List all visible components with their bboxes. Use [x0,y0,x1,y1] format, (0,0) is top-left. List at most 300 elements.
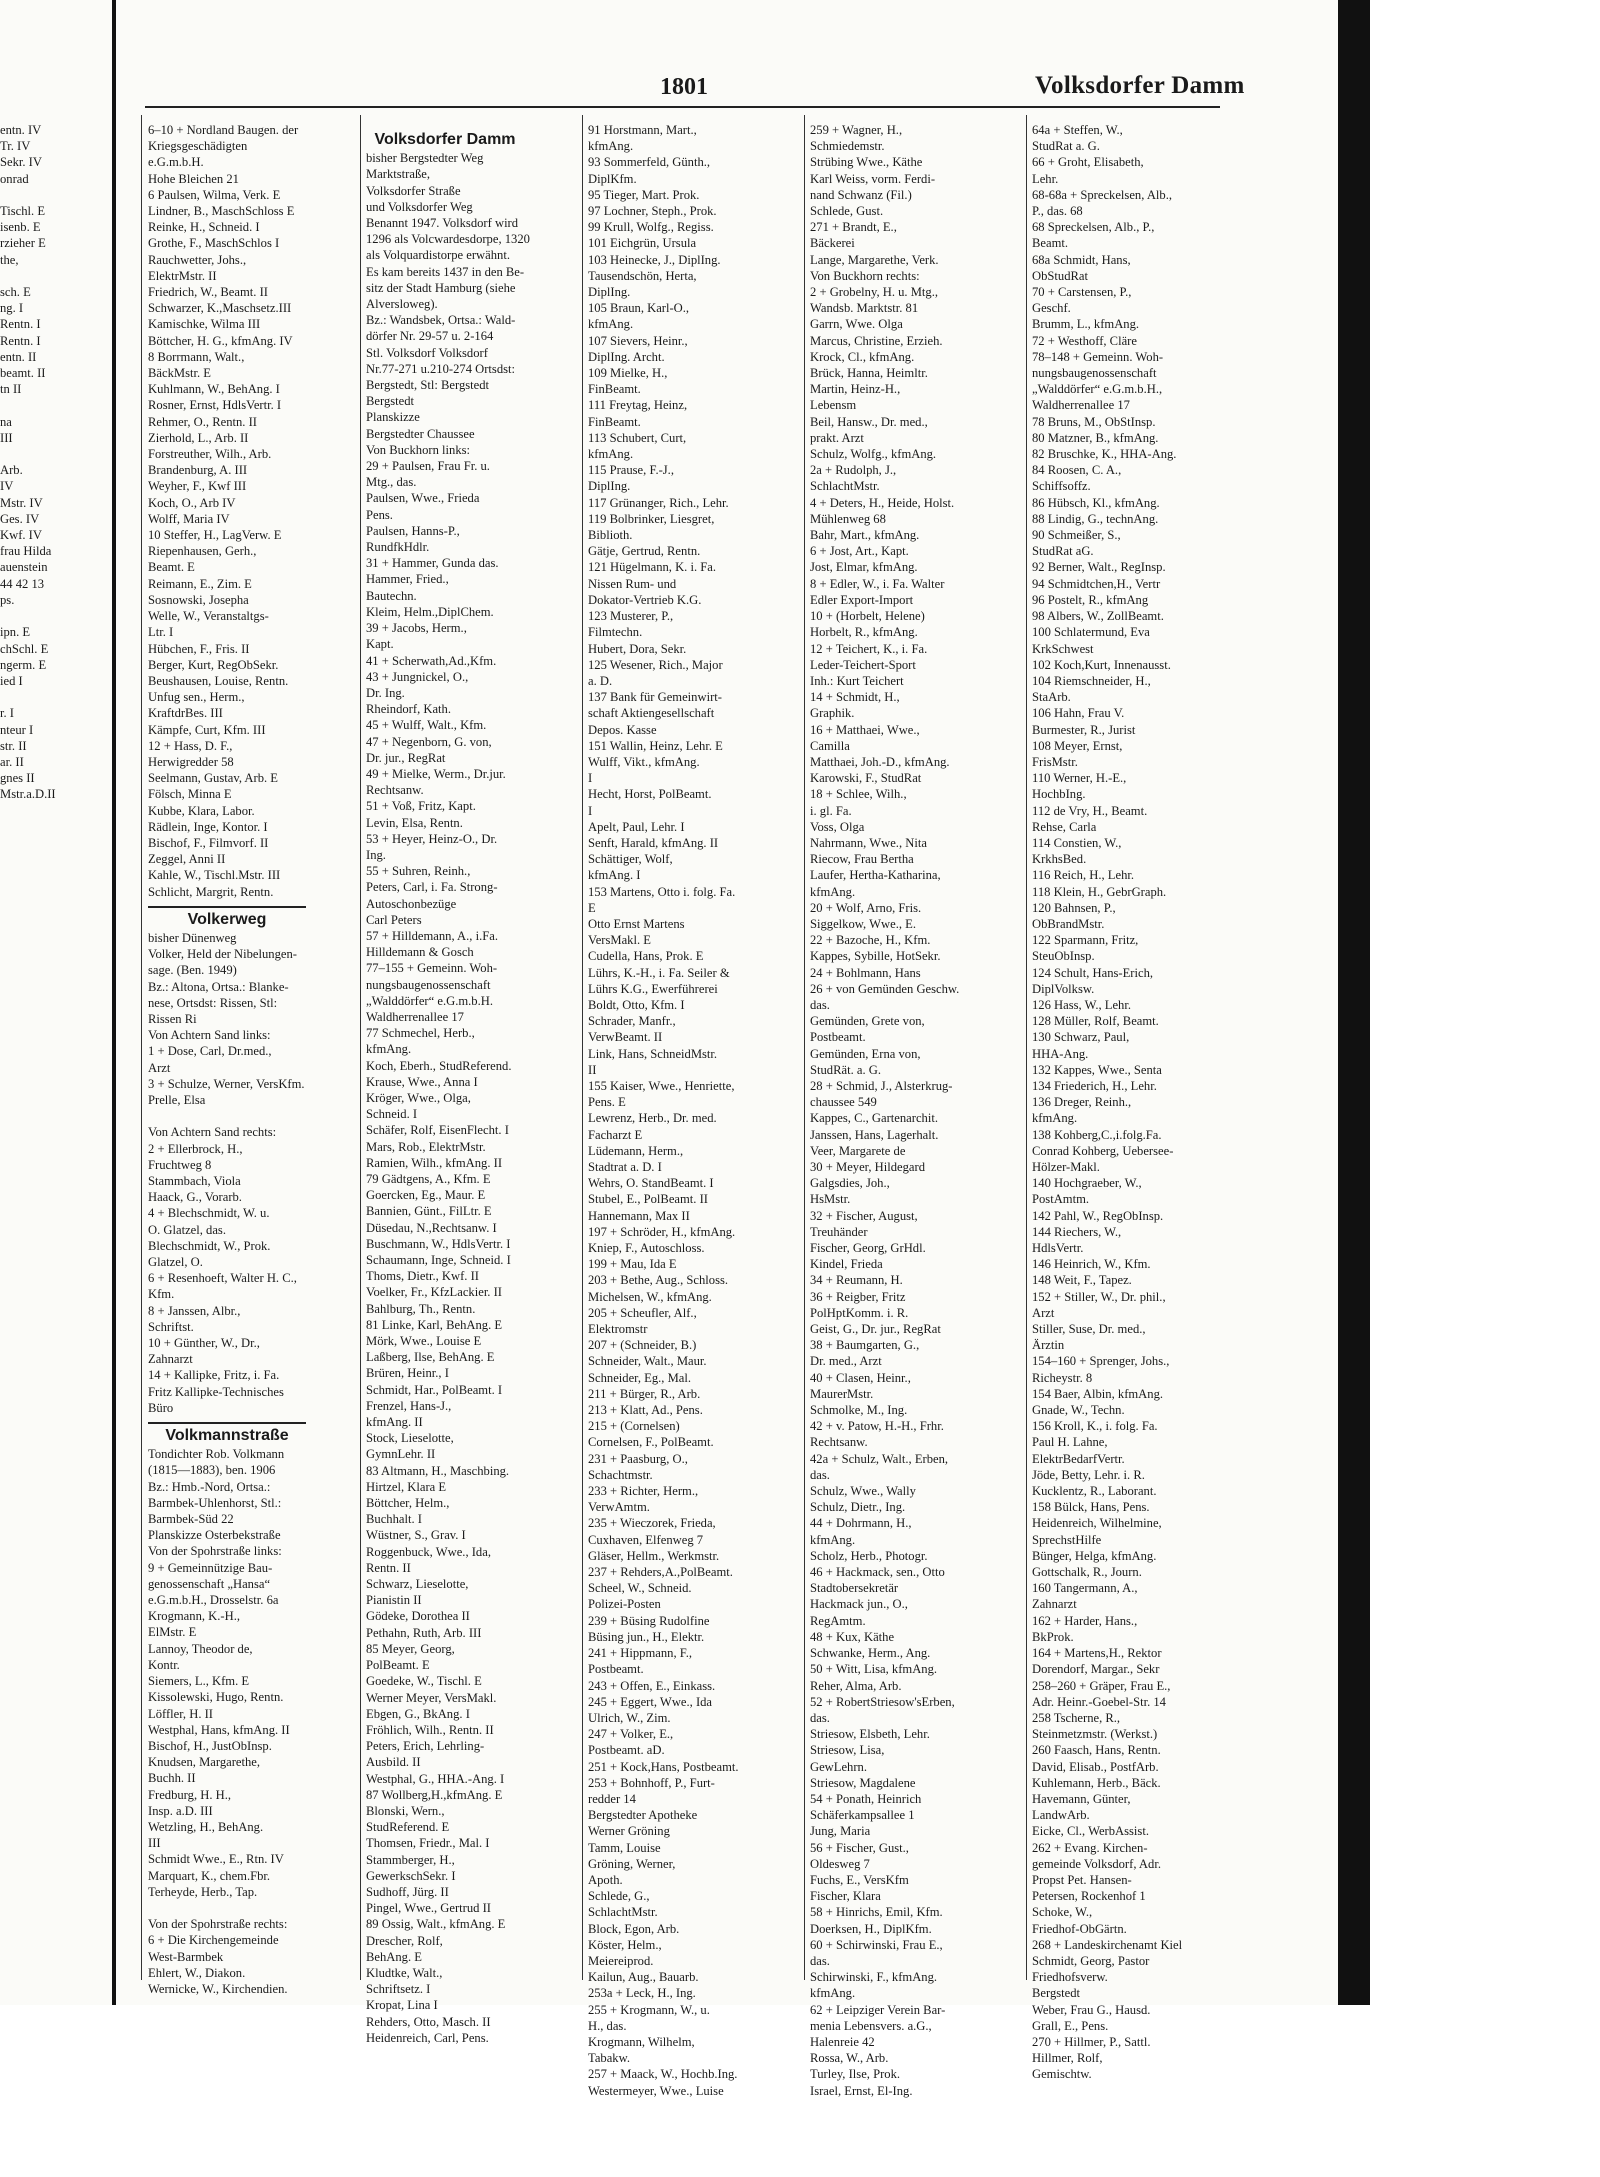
directory-entry-line [148,1108,306,1124]
directory-entry-line: Beamt. [1032,236,1069,251]
directory-entry-line: Veer, Margarete de [810,1143,906,1158]
directory-entry-line: Rädlein, Inge, Kontor. I [148,819,268,834]
directory-entry-line: 96 Postelt, R., kfmAng [1032,592,1149,607]
directory-entry-line: Kontr. [148,1657,180,1672]
directory-entry-line: Schlicht, Margrit, Rentn. [148,884,274,899]
directory-entry-line: 39 + Jacobs, Herm., [366,621,467,636]
directory-entry-line: Hammer, Fried., [366,572,449,587]
directory-entry-line: Hubert, Dora, Sekr. [588,641,687,656]
directory-entry-line: Werner Meyer, VersMakl. [366,1690,497,1705]
directory-entry-line: Turley, Ilse, Prok. [810,2067,901,2082]
directory-entry-line: Kappes, C., Gartenarchit. [810,1111,938,1126]
directory-entry-line: 105 Braun, Karl-O., [588,301,690,316]
directory-entry-line: Schachtmstr. [588,1467,653,1482]
directory-entry-line: Schmolke, M., Ing. [810,1403,908,1418]
directory-entry-line: 162 + Harder, Hans., [1032,1613,1138,1628]
directory-entry-line: Volker, Held der Nibelungen- [148,947,297,962]
directory-entry-line: Eicke, Cl., WerbAssist. [1032,1824,1149,1839]
directory-entry-line: Schoke, W., [1032,1905,1093,1920]
directory-entry-line: HochbIng. [1032,787,1086,802]
directory-entry-line: Paul H. Lahne, [1032,1435,1108,1450]
directory-entry-line: E [588,900,596,915]
directory-entry-line: 66 + Groht, Elisabeth, [1032,155,1144,170]
directory-entry-line: Pens. E [588,1095,626,1110]
scan-edge [1338,0,1370,2005]
directory-entry-line: Geist, G., Dr. jur., RegRat [810,1322,941,1337]
directory-entry-line: Bergstedt [1032,1986,1081,2001]
directory-entry-line: Brumm, L., kfmAng. [1032,317,1140,332]
directory-entry-line: 213 + Klatt, Ad., Pens. [588,1403,703,1418]
directory-entry-line: KrkSchwest [1032,641,1094,656]
directory-entry-line: 152 + Stiller, W., Dr. phil., [1032,1289,1166,1304]
directory-entry-line: Grothe, F., MaschSchlos I [148,236,280,251]
directory-entry-line: 31 + Hammer, Gunda das. [366,556,499,571]
directory-entry-line: Roggenbuck, Wwe., Ida, [366,1544,491,1559]
street-heading-volkmannstrasse: Volkmannstraße [148,1422,306,1444]
directory-entry-line: 60 + Schirwinski, Frau E., [810,1937,943,1952]
directory-entry-line: Goedeke, W., Tischl. E [366,1674,482,1689]
directory-entry-line: Carl Peters [366,912,422,927]
directory-entry-line: 57 + Hilldemann, A., i.Fa. [366,928,498,943]
directory-entry-line: 148 Weit, F., Tapez. [1032,1273,1132,1288]
directory-entry-line: 77 Schmechel, Herb., [366,1026,475,1041]
directory-entry-line: Fuchs, E., VersKfm [810,1872,909,1887]
directory-entry-line: Riecow, Frau Bertha [810,852,914,867]
directory-entry-line: 259 + Wagner, H., [810,123,903,137]
directory-entry-line: PolHptKomm. i. R. [810,1305,909,1320]
directory-entry-line: 44 42 13 [0,576,45,591]
directory-entry-line: Cudella, Hans, Prok. E [588,949,704,964]
directory-entry-line: ElektrBedarfVertr. [1032,1451,1125,1466]
directory-entry-line: 85 Meyer, Georg, [366,1641,455,1656]
page-number: 1801 [660,74,708,100]
directory-entry-line: Kludtke, Walt., [366,1965,443,1980]
directory-entry-line: 123 Musterer, P., [588,609,674,624]
directory-entry-line: the, [0,252,19,267]
directory-entry-line: Bischof, H., JustObInsp. [148,1738,272,1753]
directory-entry-line: Striesow, Elsbeth, Lehr. [810,1727,930,1742]
directory-entry-line: 1 + Dose, Carl, Dr.med., [148,1044,272,1059]
directory-entry-line: Stadtobersekretär [810,1581,899,1596]
directory-entry-line: Westermeyer, Wwe., Luise [588,2083,724,2098]
directory-entry-line: auenstein [0,560,48,575]
directory-entry-line: Cuxhaven, Elfenweg 7 [588,1532,704,1547]
directory-entry-line: Fischer, Georg, GrHdl. [810,1241,926,1256]
directory-entry-line: 211 + Bürger, R., Arb. [588,1386,701,1401]
directory-entry-line: menia Lebensvers. a.G., [810,2018,932,2033]
directory-entry-line: Facharzt E [588,1127,643,1142]
directory-entry-line: Sosnowski, Josepha [148,592,249,607]
directory-entry-line: Schiffsoffz. [1032,479,1091,494]
directory-entry-line: GewerkschSekr. I [366,1868,456,1883]
directory-entry-line: Rehders, Otto, Masch. II [366,2014,491,2029]
column-2 [366,122,530,2045]
directory-entry-line: 98 Albers, W., ZollBeamt. [1032,609,1164,624]
directory-entry-line: Krogmann, Wilhelm, [588,2034,695,2049]
directory-entry-line: Schulz, Dietr., Ing. [810,1500,906,1515]
directory-entry-line: Schriftsetz. I [366,1982,431,1997]
directory-entry-line: nungsbaugenossenschaft [366,977,491,992]
directory-entry-line: Rosner, Ernst, HdlsVertr. I [148,398,282,413]
directory-entry-line: Gemünden, Grete von, [810,1014,925,1029]
directory-entry-line: Geschf. [1032,301,1071,316]
directory-entry-line: Kahle, W., Tischl.Mstr. III [148,868,281,883]
directory-entry-line: 99 Krull, Wolfg., Regiss. [588,220,714,235]
directory-entry-line: 100 Schlatermund, Eva [1032,625,1150,640]
directory-entry-line: I [588,803,593,818]
directory-entry-line: BehAng. E [366,1949,422,1964]
directory-entry-line: Fritz Kallipke-Technisches [148,1384,284,1399]
directory-entry-line: 78–148 + Gemeinn. Woh- [1032,349,1164,364]
directory-entry-line: 12 + Hass, D. F., [148,738,233,753]
directory-entry-line: Büsing jun., H., Elektr. [588,1629,705,1644]
directory-entry-line: 258 Tscherne, R., [1032,1710,1121,1725]
header-rule [145,106,1220,108]
directory-entry-line: Rehse, Carla [1032,819,1097,834]
directory-entry-line: ObBrandMstr. [1032,916,1105,931]
directory-entry-line: Seelmann, Gustav, Arb. E [148,771,278,786]
directory-entry-line: Stadtrat a. D. I [588,1160,662,1174]
directory-entry-line: 62 + Leipziger Verein Bar- [810,2002,946,2017]
directory-entry-line: 68 Spreckelsen, Alb., P., [1032,220,1155,235]
directory-entry-line: Horbelt, R., kfmAng. [810,625,918,640]
directory-entry-line: Gätje, Gertrud, Rentn. [588,544,701,559]
directory-entry-line: Friedhofsverw. [1032,1970,1108,1985]
directory-entry-line: Treuhänder [810,1224,868,1239]
directory-entry-line: Mörk, Wwe., Louise E [366,1334,482,1349]
directory-entry-line: Tabakw. [588,2051,631,2066]
directory-entry-line: Stammbach, Viola [148,1174,241,1188]
directory-entry-line: Kapt. [366,637,394,652]
directory-entry-line: Stock, Lieselotte, [366,1431,454,1446]
directory-entry-line: Nahrmann, Wwe., Nita [810,835,927,850]
directory-entry-line: Krock, Cl., kfmAng. [810,349,915,364]
directory-entry-line: Thomsen, Friedr., Mal. I [366,1836,490,1851]
directory-entry-line: Jung, Maria [810,1824,871,1839]
directory-entry-line: 32 + Fischer, August, [810,1208,918,1223]
directory-entry-line: Kamischke, Wilma III [148,317,261,332]
directory-entry-line: 253a + Leck, H., Ing. [588,1986,696,2001]
directory-entry-line: 124 Schult, Hans-Erich, [1032,965,1154,980]
directory-entry-line: 70 + Carstensen, P., [1032,285,1132,300]
directory-entry-line: Zahnarzt [148,1352,193,1367]
directory-entry-line: Reimann, E., Zim. E [148,576,252,591]
directory-entry-line: Paulsen, Hanns-P., [366,523,460,538]
directory-entry-line: Wulff, Vikt., kfmAng. [588,754,700,769]
directory-entry-line: Mstr.a.D.II [0,787,56,802]
directory-entry-line: 110 Werner, H.-E., [1032,771,1127,786]
directory-entry-line: 255 + Krogmann, W., u. [588,2002,710,2017]
directory-entry-line: 10 + (Horbelt, Helene) [810,609,925,624]
directory-entry-line: str. II [0,738,27,753]
directory-entry-line: DiplKfm. [588,171,637,186]
directory-entry-line: 53 + Heyer, Heinz-O., Dr. [366,831,498,846]
directory-entry-line: 119 Bolbrinker, Liesgret, [588,511,715,526]
directory-entry-line: 40 + Clasen, Heinr., [810,1370,911,1385]
directory-entry-line: 117 Grünanger, Rich., Lehr. [588,495,729,510]
directory-entry-line: Kröger, Wwe., Olga, [366,1090,471,1105]
directory-entry-line: VerwAmtm. [588,1500,650,1515]
directory-entry-line: Graphik. [810,706,855,721]
directory-entry-line: 58 + Hinrichs, Emil, Kfm. [810,1905,943,1920]
directory-entry-line: DiplIng. [588,479,631,494]
directory-entry-line: Inh.: Kurt Teichert [810,673,904,688]
running-head: Volksdorfer Damm [1035,72,1245,99]
directory-entry-line: Zeggel, Anni II [148,852,226,867]
directory-entry-line: Polizei-Posten [588,1597,661,1612]
directory-entry-line: Köster, Helm., [588,1937,662,1952]
directory-entry-line: 42 + v. Patow, H.-H., Frhr. [810,1419,944,1434]
directory-entry-line: II [588,1062,597,1077]
directory-entry-line: 245 + Eggert, Wwe., Ida [588,1694,713,1709]
directory-entry-line: Bannien, Günt., FilLtr. E [366,1204,492,1219]
directory-entry-line: Kissolewski, Hugo, Rentn. [148,1690,284,1705]
directory-entry-line: Planskizze Osterbekstraße [148,1528,281,1543]
directory-entry-line: Hackmack jun., O., [810,1597,908,1612]
directory-entry-line: DiplIng. Archt. [588,349,665,364]
directory-entry-line: Schwarz, Lieselotte, [366,1577,469,1592]
directory-entry-line: Tausendschön, Herta, [588,268,697,283]
directory-entry-line: GymnLehr. II [366,1447,436,1462]
directory-entry-line: 140 Hochgraeber, W., [1032,1176,1142,1191]
directory-entry-line: Böttcher, Helm., [366,1496,450,1511]
directory-entry-line: Schulz, Wwe., Wally [810,1484,916,1499]
directory-entry-line: Pens. [366,507,393,522]
directory-entry-line: ipn. E [0,625,31,640]
directory-entry-line: 10 + Günther, W., Dr., [148,1336,260,1351]
directory-entry-line: 44 + Dohrmann, H., [810,1516,912,1531]
directory-entry-line: Schneider, Eg., Mal. [588,1370,692,1385]
directory-entry-line: Matthaei, Joh.-D., kfmAng. [810,754,950,769]
directory-entry-line: Zahnarzt [1032,1597,1077,1612]
directory-entry-line: 120 Bahnsen, P., [1032,900,1116,915]
directory-entry-line: Leder-Teichert-Sport [810,657,916,672]
directory-entry-line: 18 + Schlee, Wilh., [810,787,907,802]
directory-entry-line: Brüren, Heinr., I [366,1366,449,1381]
directory-entry-line: Schrader, Manfr., [588,1014,676,1029]
directory-entry-line: 30 + Meyer, Hildegard [810,1160,926,1174]
directory-entry-line: GewLehrn. [810,1759,867,1774]
directory-entry-line: 4 + Deters, H., Heide, Holst. [810,495,955,510]
directory-entry-line: Martin, Heinz-H., [810,382,901,397]
directory-entry-line: ied I [0,673,23,688]
directory-entry-line: Tamm, Louise [588,1840,661,1855]
directory-entry-line: 262 + Evang. Kirchen- [1032,1840,1148,1855]
directory-entry-line: 247 + Volker, E., [588,1727,674,1742]
directory-entry-line: tn II [0,382,22,397]
directory-entry-line: Forstreuther, Wilh., Arb. [148,447,272,462]
directory-entry-line: Wolff, Maria IV [148,511,230,526]
directory-entry-line: 80 Matzner, B., kfmAng. [1032,430,1159,445]
directory-entry-line: Westphal, Hans, kfmAng. II [148,1722,290,1737]
directory-entry-line: 108 Meyer, Ernst, [1032,738,1123,753]
directory-entry-line: kfmAng. [366,1042,412,1057]
directory-entry-line: BkProk. [1032,1629,1074,1644]
directory-entry-line: Tischl. E [0,204,46,219]
directory-entry-line: 268 + Landeskirchenamt Kiel [1032,1937,1183,1952]
directory-entry-line: Frenzel, Hans-J., [366,1398,452,1413]
directory-entry-line: Lührs, K.-H., i. Fa. Seiler & [588,965,730,980]
directory-entry-line: Dorendorf, Margar., Sekr [1032,1662,1160,1677]
directory-entry-line: Fölsch, Minna E [148,787,232,802]
directory-entry-line: Knudsen, Margarethe, [148,1755,261,1770]
directory-entry-line: 38 + Baumgarten, G., [810,1338,920,1353]
directory-entry-line: nungsbaugenossenschaft [1032,366,1157,381]
directory-entry-line: Rechtsanw. [810,1435,868,1450]
directory-entry-line: Planskizze [366,410,420,425]
directory-entry-line: na [0,414,12,429]
directory-entry-line: Postbeamt. aD. [588,1743,665,1758]
directory-entry-line: Israel, Ernst, El-Ing. [810,2083,913,2098]
directory-entry-line: genossenschaft „Hansa“ [148,1576,271,1591]
directory-entry-line: Bz.: Hmb.-Nord, Ortsa.: [148,1479,271,1494]
directory-entry-line: Janssen, Hans, Lagerhalt. [810,1127,939,1142]
directory-entry-line: Weber, Frau G., Hausd. [1032,2002,1151,2017]
directory-entry-line: Wüstner, S., Grav. I [366,1528,466,1543]
directory-entry-line: das. [810,1953,830,1968]
directory-entry-line: Arb. [0,463,23,478]
directory-entry-line: Stammberger, H., [366,1852,455,1867]
directory-entry-line: Schirwinski, F., kfmAng. [810,1970,938,1985]
directory-entry-line: 91 Horstmann, Mart., [588,123,697,137]
directory-entry-line: das. [810,1710,830,1725]
directory-entry-line: Block, Egon, Arb. [588,1921,680,1936]
directory-entry-line: David, Elisab., PostfArb. [1032,1759,1159,1774]
directory-entry-line: Rauchwetter, Johs., [148,252,247,267]
directory-entry-line: 158 Bülck, Hans, Pens. [1032,1500,1150,1515]
directory-entry-line: 107 Sievers, Heinr., [588,333,688,348]
directory-entry-line: Nr.77-271 u.210-274 Ortsdst: [366,361,516,376]
directory-entry-line: Laufer, Hertha-Katharina, [810,868,941,883]
directory-entry-line [0,446,108,462]
directory-entry-line: Michelsen, W., kfmAng. [588,1289,712,1304]
directory-entry-line: Marquart, K., chem.Fbr. [148,1868,271,1883]
street-heading-volkerweg: Volkerweg [148,906,306,928]
directory-entry-line: Petersen, Rockenhof 1 [1032,1889,1146,1904]
directory-entry-line: Peters, Erich, Lehrling- [366,1739,485,1754]
directory-entry-line: Garrn, Wwe. Olga [810,317,903,332]
directory-entry-line: schaft Aktiengesellschaft [588,706,715,721]
directory-entry-line: 84 Roosen, C. A., [1032,463,1122,478]
directory-entry-line: 50 + Witt, Lisa, kfmAng. [810,1662,938,1677]
directory-entry-line: Prelle, Elsa [148,1092,206,1107]
directory-entry-line: Ulrich, W., Zim. [588,1710,671,1725]
column-divider [360,115,361,1980]
directory-entry-line: StudRat a. G. [1032,139,1100,154]
directory-entry-line: Von Achtern Sand links: [148,1028,271,1043]
directory-entry-line: Strübing Wwe., Käthe [810,155,923,170]
directory-entry-line: KraftdrBes. III [148,706,223,721]
directory-entry-line: 151 Wallin, Heinz, Lehr. E [588,738,723,753]
directory-entry-line: 205 + Scheufler, Alf., [588,1305,697,1320]
directory-entry-line: Schättiger, Wolf, [588,852,673,867]
directory-entry-line: Gläser, Hellm., Werkmstr. [588,1548,720,1563]
directory-entry-line: 9 + Gemeinnützige Bau- [148,1560,273,1575]
directory-entry-line: 106 Hahn, Frau V. [1032,706,1125,721]
directory-entry-line: Scholz, Herb., Photogr. [810,1548,928,1563]
directory-entry-line: Hölzer-Makl. [1032,1160,1100,1174]
directory-entry-line: Hilldemann & Gosch [366,945,474,960]
directory-entry-line: StudRät. a. G. [810,1062,882,1077]
directory-entry-line: Cornelsen, F., PolBeamt. [588,1435,714,1450]
directory-entry-line: ng. I [0,301,24,316]
directory-entry-line: 22 + Bazoche, H., Kfm. [810,933,931,948]
directory-entry-line: Ges. IV [0,511,40,526]
directory-entry-line: Unfug sen., Herm., [148,690,245,705]
directory-entry-line: 97 Lochner, Steph., Prok. [588,204,717,219]
directory-entry-line: Bautechn. [366,588,417,603]
directory-entry-line: FinBeamt. [588,414,641,429]
directory-entry-line: 45 + Wulff, Walt., Kfm. [366,718,487,733]
directory-entry-line: Buchhalt. I [366,1512,422,1527]
column-5 [1032,122,1190,2082]
directory-entry-line: 134 Friederich, H., Lehr. [1032,1078,1157,1093]
directory-entry-line: sitz der Stadt Hamburg (siehe [366,280,516,295]
directory-entry-line: Pianistin II [366,1593,422,1608]
directory-entry-line: Levin, Elsa, Rentn. [366,815,463,830]
directory-entry-line: Hecht, Horst, PolBeamt. [588,787,712,802]
directory-entry-line: 94 Schmidtchen,H., Vertr [1032,576,1161,591]
directory-entry-line: 14 + Kallipke, Fritz, i. Fa. [148,1368,280,1383]
directory-entry-line: Ltr. I [148,625,174,640]
directory-entry-line: Von Buckhorn links: [366,442,471,457]
directory-entry-line: a. D. [588,673,613,688]
directory-entry-line: Rentn. I [0,317,41,332]
directory-entry-line: BäckMstr. E [148,366,211,381]
directory-entry-line: 153 Martens, Otto i. folg. Fa. [588,884,736,899]
directory-entry-line: Haack, G., Vorarb. [148,1190,242,1205]
directory-entry-line: 68a Schmidt, Hans, [1032,252,1131,267]
directory-entry-line: Wernicke, W., Kirchendien. [148,1981,288,1996]
directory-entry-line: Edler Export-Import [810,592,914,607]
directory-entry-line: 125 Wesener, Rich., Major [588,657,723,672]
directory-entry-line: Tr. IV [0,139,31,154]
directory-entry-line: 2 + Grobelny, H. u. Mtg., [810,285,939,300]
directory-entry-line: Lüdemann, Herm., [588,1143,684,1158]
directory-entry-line: Mstr. IV [0,495,43,510]
directory-entry-line: ngerm. E [0,657,47,672]
directory-entry-line: Buchh. II [148,1771,196,1786]
directory-entry-line: Schmidt Wwe., E., Rtn. IV [148,1852,284,1867]
directory-entry-line: Koch, Eberh., StudReferend. [366,1058,512,1073]
directory-entry-line: Von der Spohrstraße rechts: [148,1917,288,1932]
directory-entry-line: Voss, Olga [810,819,865,834]
directory-entry-line: Barmbek-Süd 22 [148,1512,234,1527]
directory-entry-line: 253 + Bohnhoff, P., Furt- [588,1775,715,1790]
directory-entry-line: Gnade, W., Techn. [1032,1403,1125,1418]
directory-entry-line [0,268,108,284]
directory-entry-line: DiplVolksw. [1032,981,1095,996]
directory-entry-line: Fruchtweg 8 [148,1157,212,1172]
directory-entry-line: Bergstedt [366,394,415,409]
directory-entry-line: Brück, Hanna, Heimltr. [810,366,928,381]
directory-entry-line: Barmbek-Uhlenhorst, Stl.: [148,1495,282,1510]
directory-entry-line: 199 + Mau, Ida E [588,1257,677,1272]
directory-entry-line: Sudhoff, Jürg. II [366,1884,449,1899]
column-2-entries [366,150,530,2046]
directory-entry-line: 81 Linke, Karl, BehAng. E [366,1317,503,1332]
directory-entry-line: 197 + Schröder, H., kfmAng. [588,1224,736,1239]
directory-entry-line: Senft, Harald, kfmAng. II [588,835,719,850]
directory-entry-line: 164 + Martens,H., Rektor [1032,1646,1162,1661]
directory-entry-line: Arzt [148,1060,171,1075]
directory-entry-line: Apoth. [588,1872,623,1887]
directory-entry-line: PostAmtm. [1032,1192,1090,1207]
directory-entry-line: Mühlenweg 68 [810,511,886,526]
directory-entry-line: 6 + Jost, Art., Kapt. [810,544,909,559]
directory-entry-line: Rehmer, O., Rentn. II [148,414,257,429]
directory-entry-line: Schlede, Gust. [810,204,884,219]
